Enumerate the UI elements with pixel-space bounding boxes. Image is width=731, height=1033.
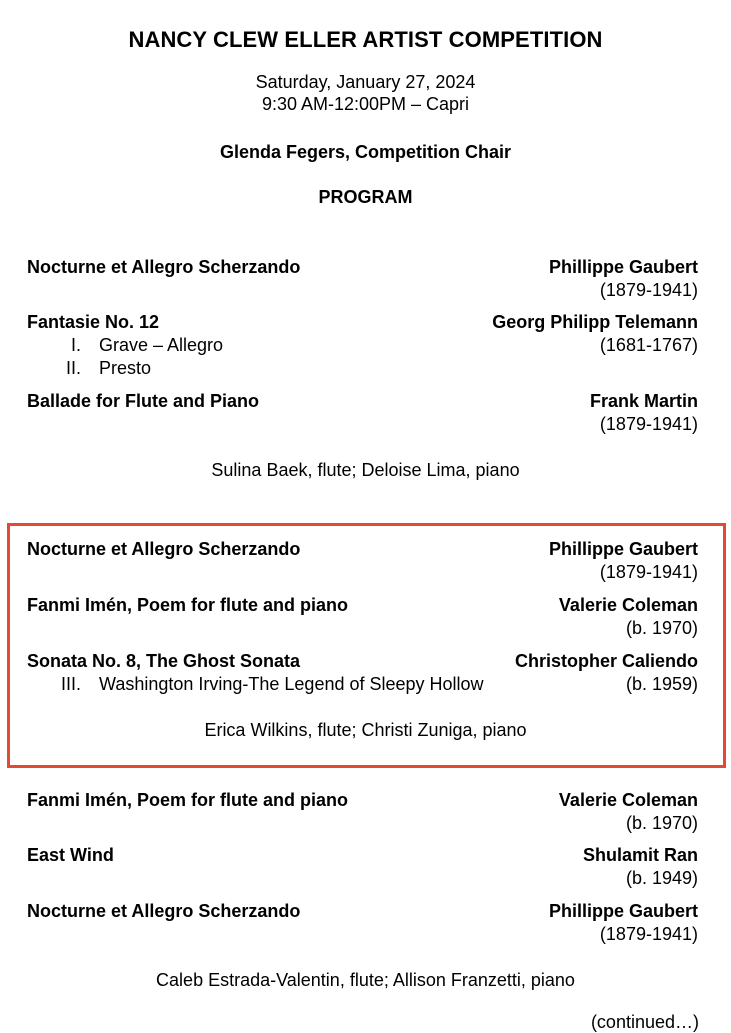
composer-dates: (b. 1970) [625,618,698,638]
piece-g1-3 [27,390,698,436]
composer-dates: (1681-1767) [599,335,698,355]
piece-title: Fanmi Imén, Poem for flute and piano [27,790,349,810]
event-datetime [0,71,731,115]
composer-dates: (1879-1941) [599,924,698,944]
movement-name: Washington Irving-The Legend of Sleepy Hollow [99,674,484,694]
piece-title: Fantasie No. 12 [27,312,160,332]
piece-g3-3 [27,900,698,946]
piece-title: East Wind [27,845,114,865]
performers-g1: Sulina Baek, flute; Deloise Lima, piano [211,460,520,480]
performers-g2: Erica Wilkins, flute; Christi Zuniga, piano [204,720,527,740]
piece-composer: Christopher Caliendo [514,651,698,671]
composer-dates: (1879-1941) [599,280,698,300]
piece-g2-3 [27,650,698,696]
piece-g2-1 [27,538,698,584]
movement-number: III. [60,674,81,694]
piece-composer: Phillippe Gaubert [548,257,698,277]
page-title: NANCY CLEW ELLER ARTIST COMPETITION [128,27,603,52]
piece-title: Fanmi Imén, Poem for flute and piano [27,595,349,615]
composer-dates: (1879-1941) [599,562,698,582]
piece-composer: Georg Philipp Telemann [492,312,698,332]
movement-name: Presto [99,358,152,378]
composer-dates: (b. 1949) [625,868,698,888]
competition-chair: Glenda Fegers, Competition Chair [219,142,512,162]
program-heading: PROGRAM [318,187,413,207]
piece-composer: Valerie Coleman [558,595,698,615]
performers-g3: Caleb Estrada-Valentin, flute; Allison Franzetti, piano [156,970,575,990]
composer-dates: (b. 1970) [625,813,698,833]
piece-composer: Shulamit Ran [582,845,698,865]
movement [27,673,484,696]
piece-composer: Phillippe Gaubert [548,901,698,921]
piece-composer: Frank Martin [589,391,698,411]
movement-number: I. [70,335,81,355]
piece-g3-2 [27,844,698,890]
movement-name: Grave – Allegro [99,335,224,355]
piece-g2-2 [27,594,698,640]
piece-title: Sonata No. 8, The Ghost Sonata [27,651,301,671]
movement-number: II. [65,358,81,378]
piece-composer: Phillippe Gaubert [548,539,698,559]
continued-note: (continued…) [590,1012,699,1032]
movement [27,357,698,380]
piece-g1-1 [27,256,698,302]
event-time: 9:30 AM-12:00PM – Capri [261,94,470,114]
piece-title: Nocturne et Allegro Scherzando [27,257,301,277]
piece-g1-2 [27,311,698,380]
composer-dates: (1879-1941) [599,414,698,434]
event-date: Saturday, January 27, 2024 [255,72,476,92]
piece-g3-1 [27,789,698,835]
piece-composer: Valerie Coleman [558,790,698,810]
composer-dates: (b. 1959) [625,674,698,694]
piece-title: Ballade for Flute and Piano [27,391,260,411]
piece-title: Nocturne et Allegro Scherzando [27,539,301,559]
movement [27,334,223,357]
piece-title: Nocturne et Allegro Scherzando [27,901,301,921]
